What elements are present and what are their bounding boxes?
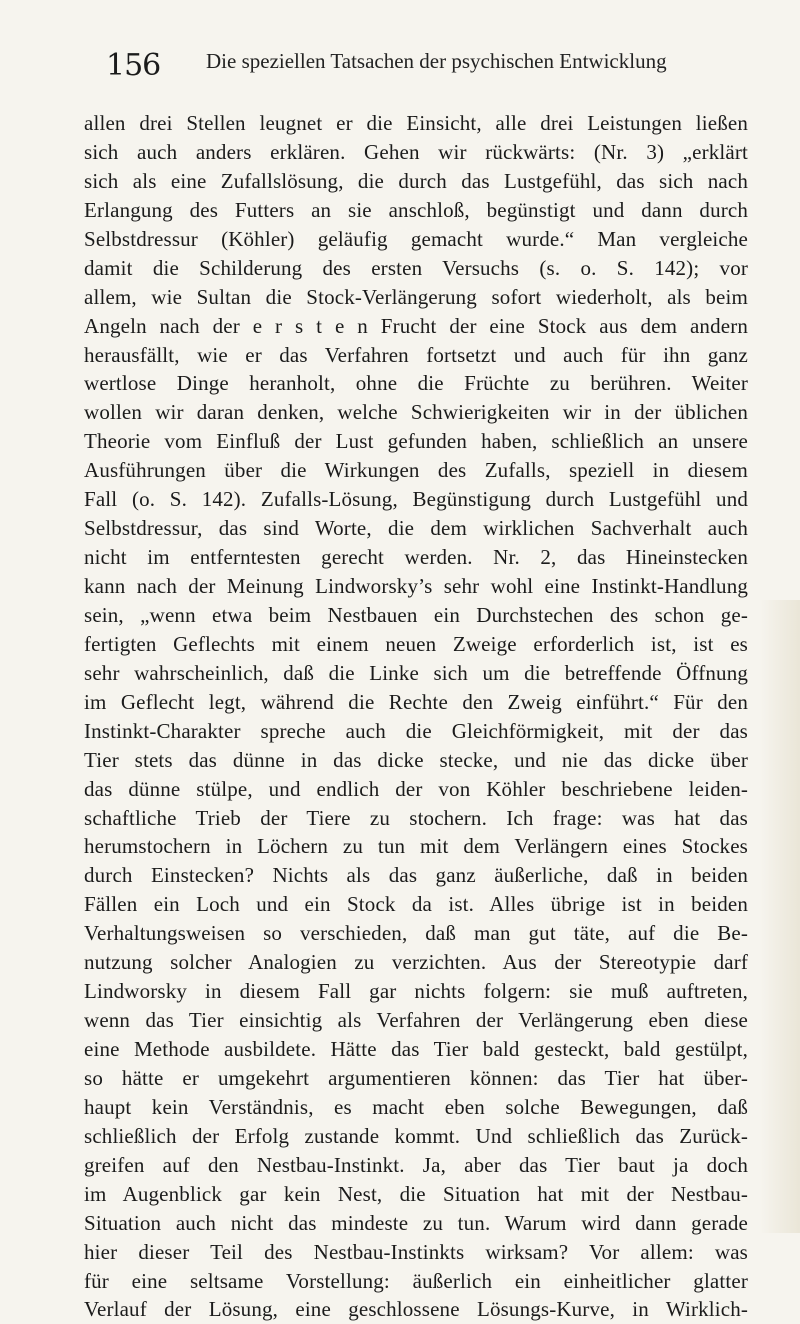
text-line: Fall (o. S. 142). Zufalls-Lösung, Begünstigung durch Lustgefühl und [84, 487, 748, 512]
text-line: sehr wahrscheinlich, daß die Linke sich um die betreffende Öffnung [84, 660, 748, 685]
text-line: wollen wir daran denken, welche Schwierigkeiten wir in der üblichen [84, 400, 748, 425]
text-line: wertlose Dinge heranholt, ohne die Früchte zu berühren. Weiter [84, 371, 748, 396]
text-line: Erlangung des Futters an sie anschloß, begünstigt und dann durch [84, 197, 748, 222]
text-line: Verhaltungsweisen so verschieden, daß man gut täte, auf die Be- [84, 921, 748, 946]
text-line: Verlauf der Lösung, eine geschlossene Lösungs-Kurve, in Wirklich- [84, 1297, 748, 1322]
text-line: sein, „wenn etwa beim Nestbauen ein Durchstechen des schon ge- [84, 602, 748, 627]
page-number: 156 [106, 48, 161, 83]
body-text [84, 109, 748, 1324]
text-line: im Geflecht legt, während die Rechte den Zweig einführt.“ Für den [84, 689, 748, 714]
text-line: Tier stets das dünne in das dicke stecke, und nie das dicke über [84, 747, 748, 772]
text-line: so hätte er umgekehrt argumentieren können: das Tier hat über- [84, 1065, 748, 1090]
text-line: hier dieser Teil des Nestbau-Instinkts wirksam? Vor allem: was [84, 1239, 748, 1264]
text-line: schließlich der Erfolg zustande kommt. Und schließlich das Zurück- [84, 1123, 748, 1148]
text-line: Lindworsky in diesem Fall gar nichts folgern: sie muß auftreten, [84, 979, 748, 1004]
text-line: durch Einstecken? Nichts als das ganz äußerliche, daß in beiden [84, 863, 748, 888]
text-line: Instinkt-Charakter spreche auch die Gleichförmigkeit, mit der das [84, 718, 748, 743]
text-line: Ausführungen über die Wirkungen des Zufalls, speziell in diesem [84, 458, 748, 483]
text-line: haupt kein Verständnis, es macht eben solche Bewegungen, daß [84, 1094, 748, 1119]
text-line: Situation auch nicht das mindeste zu tun. Warum wird dann gerade [84, 1210, 748, 1235]
text-line: Selbstdressur (Köhler) geläufig gemacht wurde.“ Man vergleiche [84, 226, 748, 251]
text-line: das dünne stülpe, und endlich der von Köhler beschriebene leiden- [84, 776, 748, 801]
text-line: damit die Schilderung des ersten Versuchs (s. o. S. 142); vor [84, 255, 748, 280]
text-line: herumstochern in Löchern zu tun mit dem Verlängern eines Stockes [84, 834, 748, 859]
text-line: nicht im entferntesten gerecht werden. Nr. 2, das Hineinstecken [84, 545, 748, 570]
text-line: herausfällt, wie er das Verfahren fortsetzt und auch für ihn ganz [84, 342, 748, 367]
text-line: fertigten Geflechts mit einem neuen Zweige erforderlich ist, ist es [84, 631, 748, 656]
text-line: wenn das Tier einsichtig als Verfahren der Verlängerung eben diese [84, 1008, 748, 1033]
text-line: Selbstdressur, das sind Worte, die dem wirklichen Sachverhalt auch [84, 516, 748, 541]
text-line: greifen auf den Nestbau-Instinkt. Ja, aber das Tier baut ja doch [84, 1152, 748, 1177]
text-line: sich auch anders erklären. Gehen wir rückwärts: (Nr. 3) „erklärt [84, 139, 748, 164]
text-line: nutzung solcher Analogien zu verzichten. Aus der Stereotypie darf [84, 950, 748, 975]
text-line: Theorie vom Einfluß der Lust gefunden haben, schließlich an unsere [84, 429, 748, 454]
running-head: Die speziellen Tatsachen der psychischen Entwicklung [206, 49, 667, 73]
text-line: kann nach der Meinung Lindworsky’s sehr wohl eine Instinkt-Handlung [84, 574, 748, 598]
text-line: sich als eine Zufallslösung, die durch das Lustgefühl, das sich nach [84, 168, 748, 193]
page-header [106, 44, 746, 84]
text-line: eine Methode ausbildete. Hätte das Tier bald gesteckt, bald gestülpt, [84, 1037, 748, 1061]
text-line: Angeln nach der e r s t e n Frucht der eine Stock aus dem andern [84, 313, 748, 338]
text-line: allem, wie Sultan die Stock-Verlängerung sofort wiederholt, als beim [84, 284, 748, 309]
text-line: Fällen ein Loch und ein Stock da ist. Alles übrige ist in beiden [84, 892, 748, 917]
text-line: schaftliche Trieb der Tiere zu stochern. Ich frage: was hat das [84, 805, 748, 830]
text-line: allen drei Stellen leugnet er die Einsicht, alle drei Leistungen ließen [84, 111, 748, 135]
page-edge-shading [760, 600, 800, 1233]
text-line: für eine seltsame Vorstellung: äußerlich ein einheitlicher glatter [84, 1268, 748, 1293]
text-line: im Augenblick gar kein Nest, die Situation hat mit der Nestbau- [84, 1181, 748, 1206]
